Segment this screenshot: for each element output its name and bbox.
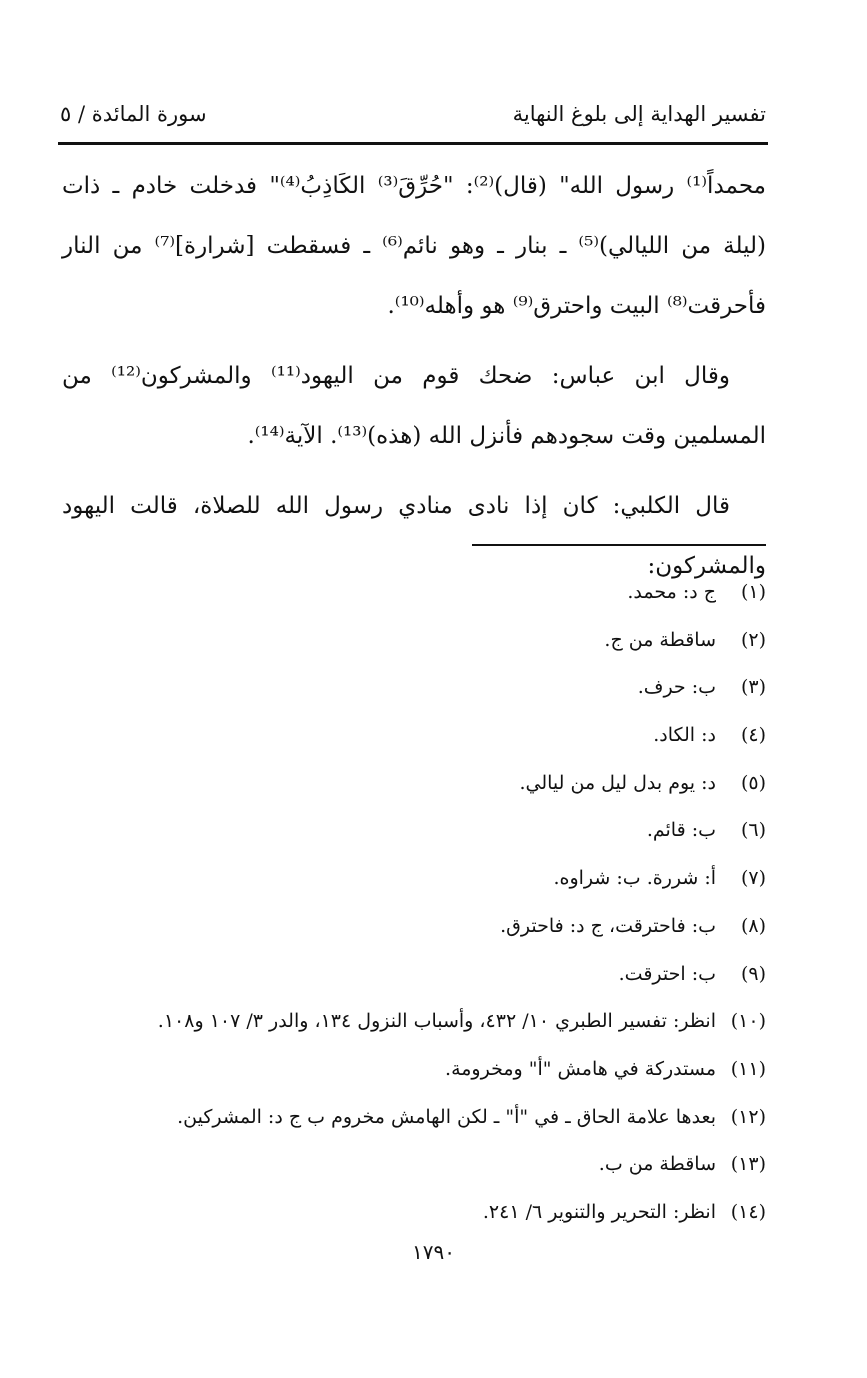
footnote-text: ساقطة من ب.	[598, 1153, 716, 1176]
footnote-text: ب: احترقت.	[618, 962, 716, 985]
footnote-text: ج د: محمد.	[627, 581, 716, 603]
footnote-item	[100, 858, 766, 906]
footnote-item	[100, 810, 766, 858]
footnotes-list	[100, 572, 766, 1240]
footnote-text: مستدركة في هامش "أ" ومخرومة.	[445, 1057, 716, 1080]
footnote-number: (١)	[740, 581, 766, 603]
footnote-number: (٨)	[740, 914, 766, 937]
footnote-text: انظر: التحرير والتنوير ٦/ ٢٤١.	[482, 1200, 716, 1223]
footnote-item	[100, 1192, 766, 1240]
footnote-number: (١٤)	[730, 1200, 766, 1223]
footnote-number: (٧)	[740, 867, 766, 890]
footnote-text: انظر: تفسير الطبري ١٠/ ٤٣٢، وأسباب النزول ١٣٤، والدر ٣/ ١٠٧ و١٠٨.	[157, 1010, 716, 1033]
footnote-text: ب: حرف.	[637, 676, 716, 699]
footnote-number: (٤)	[740, 724, 766, 747]
footnote-number: (١٣)	[730, 1153, 766, 1176]
header-divider	[58, 142, 768, 145]
running-header	[60, 96, 766, 136]
footnote-item	[100, 1001, 766, 1049]
footnote-item	[100, 763, 766, 811]
footnote-item	[100, 1049, 766, 1097]
footnote-number: (١٢)	[730, 1105, 766, 1128]
footnote-number: (٦)	[740, 819, 766, 842]
main-text	[62, 156, 766, 596]
surah-label: سورة المائدة / ٥	[60, 102, 207, 126]
paragraph: وقال ابن عباس: ضحك قوم من اليهود⁽¹¹⁾ والمشركون⁽¹²⁾ من المسلمين وقت سجودهم فأنزل الله (هذه)⁽¹³⁾. الآية⁽¹⁴⁾.	[62, 363, 766, 449]
footnote-item	[100, 1144, 766, 1192]
page-number: ١٧٩٠	[412, 1240, 455, 1264]
footnote-text: ساقطة من ج.	[604, 628, 716, 651]
footnote-item	[100, 715, 766, 763]
footnote-item	[100, 954, 766, 1002]
footnote-number: (١٠)	[730, 1010, 766, 1033]
book-title: تفسير الهداية إلى بلوغ النهاية	[512, 102, 766, 126]
footnote-number: (٥)	[740, 771, 766, 794]
paragraph: قال الكلبي: كان إذا نادى منادي رسول الله للصلاة، قالت اليهود والمشركون:	[62, 493, 766, 579]
footnote-text: أ: شررة. ب: شراوه.	[553, 867, 716, 890]
footnote-text: ب: فاحترقت، ج د: فاحترق.	[500, 914, 716, 937]
footnote-text: د: يوم بدل ليل من ليالي.	[519, 771, 716, 794]
footnote-number: (٢)	[740, 628, 766, 651]
footnote-number: (٩)	[740, 962, 766, 985]
footnote-number: (٣)	[740, 676, 766, 699]
footnote-item	[100, 1097, 766, 1145]
footnote-text: بعدها علامة الحاق ـ في "أ" ـ لكن الهامش مخروم ب ج د: المشركين.	[177, 1105, 716, 1128]
footnote-item	[100, 667, 766, 715]
footnote-number: (١١)	[730, 1057, 766, 1080]
footnote-item	[100, 906, 766, 954]
footnote-item	[100, 572, 766, 620]
footnote-divider	[472, 544, 766, 546]
footnote-item	[100, 620, 766, 668]
footnote-text: ب: قائم.	[646, 819, 716, 842]
paragraph: محمداً⁽¹⁾ رسول الله" (قال)⁽²⁾: "حُرِّقَ⁽³⁾ الكَاذِبُ⁽⁴⁾" فدخلت خادم ـ ذات (ليلة من الليالي)⁽⁵⁾ ـ بنار ـ وهو نائم⁽⁶⁾ ـ فسقطت [شرارة]⁽⁷⁾ من النار فأحرقت⁽⁸⁾ البيت واحترق⁽⁹⁾ هو وأهله⁽¹⁰⁾.	[62, 173, 767, 319]
footnote-text: د: الكاد.	[653, 724, 716, 747]
